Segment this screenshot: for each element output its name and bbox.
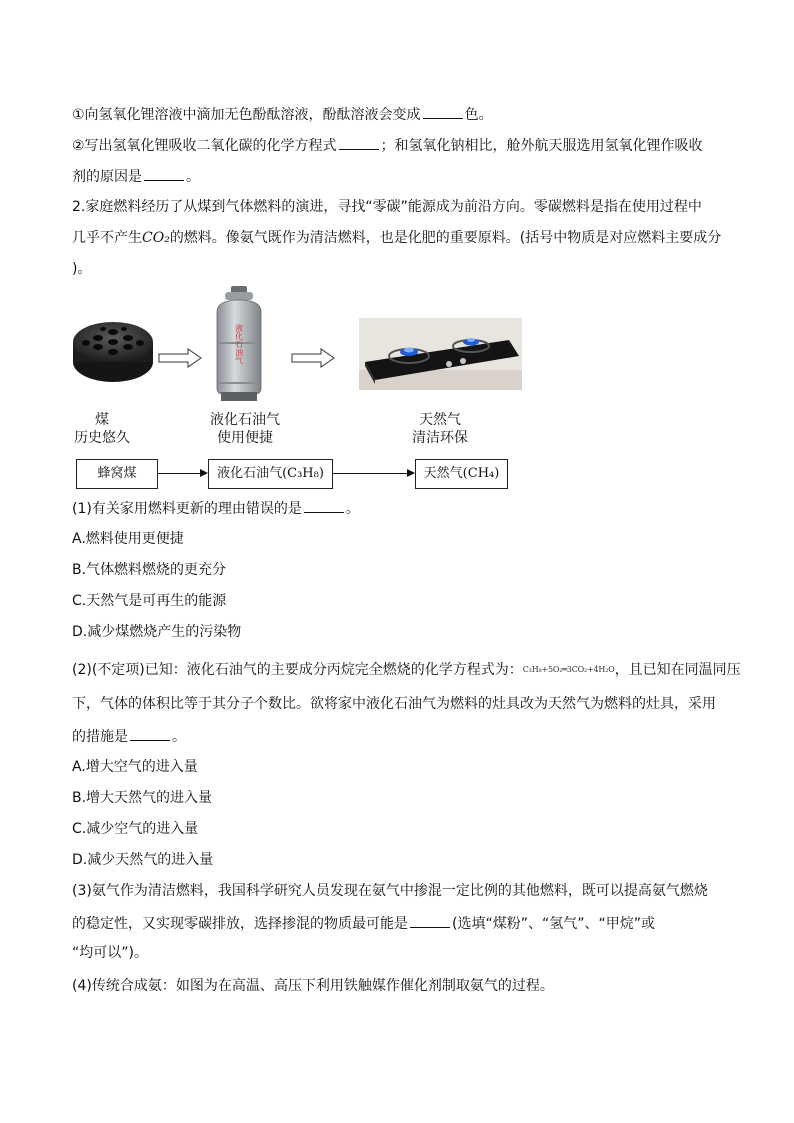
lpg-tank-image <box>205 284 273 402</box>
combustion-equation: C₃H₈+5O₂═3CO₂+4H₂O <box>522 665 615 674</box>
arrow-icon <box>158 348 202 368</box>
sub3-line2-text: 的稳定性，又实现零碳排放，选择掺混的物质最可能是 <box>72 916 408 932</box>
answer-blank[interactable] <box>304 498 344 513</box>
flow-box-coal: 蜂窝煤 <box>76 459 158 489</box>
sub2-option-a[interactable]: A.增大空气的进入量 <box>72 759 198 775</box>
q2-intro-line2 <box>72 228 721 248</box>
co2-formula: CO₂ <box>142 230 170 246</box>
answer-blank[interactable] <box>423 104 463 119</box>
sub2-stem1-end: ，且已知在同温同压 <box>614 662 741 678</box>
q1-line1 <box>72 104 493 125</box>
flow-arrow-head <box>200 469 208 477</box>
answer-blank[interactable] <box>144 166 184 181</box>
sub1-option-d[interactable]: D.减少煤燃烧产生的污染物 <box>72 624 242 640</box>
sub1-stem <box>72 498 360 519</box>
q1-line3 <box>72 166 200 187</box>
q1-line2-end: ；和氢氧化钠相比，舱外航天服选用氢氧化锂作吸收 <box>380 138 703 154</box>
caption-gas-desc: 清洁环保 <box>412 430 468 446</box>
flow-box-lpg: 液化石油气(C₃H₈) <box>208 459 333 489</box>
sub2-option-c[interactable]: C.减少空气的进入量 <box>72 821 199 837</box>
answer-blank[interactable] <box>339 135 379 150</box>
q2-intro-line1: 2.家庭燃料经历了从煤到气体燃料的演进，寻找“零碳”能源成为前沿方向。零碳燃料是指在使用过程中 <box>72 199 702 215</box>
sub3-line3: “均可以”)。 <box>72 945 148 961</box>
sub3-line2-end: (选填“煤粉”、“氢气”、“甲烷”或 <box>452 916 655 932</box>
sub1-option-b[interactable]: B.气体燃料燃烧的更充分 <box>72 562 227 578</box>
sub2-stem-line3 <box>72 726 186 747</box>
tank-label: 液化石油气 <box>234 324 244 364</box>
sub2-stem-line2: 下，气体的体积比等于其分子个数比。欲将家中液化石油气为燃料的灶具改为天然气为燃料的灶具，采用 <box>72 696 716 712</box>
q1-line1-end: 色。 <box>464 107 493 123</box>
caption-coal-desc: 历史悠久 <box>74 430 130 446</box>
sub1-stem-end: 。 <box>345 501 360 517</box>
caption-coal-name: 煤 <box>95 412 109 428</box>
q1-line2 <box>72 135 703 156</box>
q1-line3-end: 。 <box>186 169 200 185</box>
answer-blank[interactable] <box>410 913 450 928</box>
answer-blank[interactable] <box>130 726 170 741</box>
sub4-line1: (4)传统合成氨：如图为在高温、高压下利用铁触媒作催化剂制取氨气的过程。 <box>72 978 554 994</box>
gas-stove-image <box>359 318 522 390</box>
flow-arrow-line <box>157 473 201 474</box>
sub1-option-a[interactable]: A.燃料使用更便捷 <box>72 531 184 547</box>
sub2-option-b[interactable]: B.增大天然气的进入量 <box>72 790 213 806</box>
caption-lpg-desc: 使用便捷 <box>217 430 273 446</box>
caption-natural-gas <box>395 411 485 447</box>
flow-arrow-head <box>407 469 415 477</box>
sub2-stem-line1 <box>72 660 741 680</box>
caption-lpg-name: 液化石油气 <box>210 412 280 428</box>
sub2-stem3-end: 。 <box>172 729 186 745</box>
sub1-stem-text: (1)有关家用燃料更新的理由错误的是 <box>72 501 302 517</box>
q2-intro-line3: )。 <box>72 261 92 277</box>
sub2-stem1-text: (2)(不定项)已知：液化石油气的主要成分丙烷完全燃烧的化学方程式为： <box>72 662 523 678</box>
sub3-line1: (3)氨气作为清洁燃料，我国科学研究人员发现在氨气中掺混一定比例的其他燃料，既可以提高氨气燃烧 <box>72 883 708 899</box>
coal-briquette-image <box>70 318 156 384</box>
sub2-stem3-text: 的措施是 <box>72 729 128 745</box>
q1-line2-text: ②写出氢氧化锂吸收二氧化碳的化学方程式 <box>72 138 337 154</box>
arrow-icon <box>291 348 335 368</box>
sub3-line2 <box>72 913 655 934</box>
caption-lpg <box>195 411 295 447</box>
flow-arrow-line <box>332 473 408 474</box>
q2-intro2-text: 几乎不产生 <box>72 230 142 246</box>
caption-coal <box>62 411 142 447</box>
q1-line3-text: 剂的原因是 <box>72 169 142 185</box>
sub1-option-c[interactable]: C.天然气是可再生的能源 <box>72 593 227 609</box>
sub2-option-d[interactable]: D.减少天然气的进入量 <box>72 852 214 868</box>
q2-intro2-end: 的燃料。像氨气既作为清洁燃料，也是化肥的重要原料。(括号中物质是对应燃料主要成分 <box>169 230 722 246</box>
q1-line1-text: ①向氢氧化锂溶液中滴加无色酚酞溶液，酚酞溶液会变成 <box>72 107 421 123</box>
caption-gas-name: 天然气 <box>419 412 461 428</box>
flow-box-natural-gas: 天然气(CH₄) <box>415 459 508 489</box>
